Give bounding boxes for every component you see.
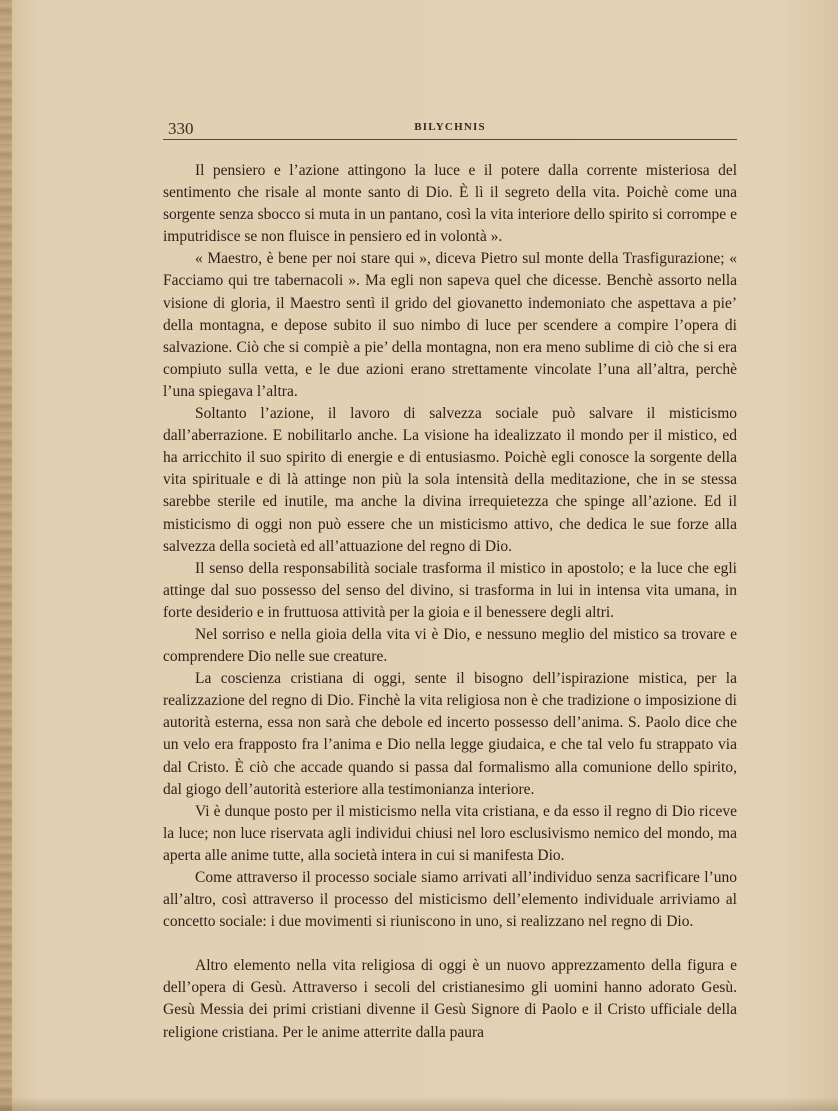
paragraph: Il pensiero e l’azione attingono la luce e il potere dalla corrente misteriosa del sentimento che risale al monte santo di Dio. È lì il segreto della vita. Poichè come una sorgente senza sbocco si muta in un pantano, così la vita interiore dello spirito si corrompe e imputridisce se non fluisce in pensiero ed in volontà ». <box>163 162 737 246</box>
paragraph: La coscienza cristiana di oggi, sente il bisogno dell’ispirazione mistica, per la realizzazione del regno di Dio. Finchè la vita religiosa non è che tradizione o imposizione di autorità esterna, essa non sarà che debole ed incerto possesso dell’anima. S. Paolo dice che un velo era frapposto fra l’anima e Dio nella legge giudaica, e che tal velo fu strappato via dal Cristo. È ciò che accade quando si passa dal formalismo alla comunione dello spirito, dal giogo dell’autorità esteriore alla testimonianza interiore. <box>163 670 737 798</box>
paragraph: Il senso della responsabilità sociale trasforma il mistico in apostolo; e la luce che egli attinge dal suo possesso del senso del divino, si trasforma in lui in intensa vita umana, in forte desiderio e in fruttuosa attività per la gioia e il benessere degli altri. <box>163 559 737 621</box>
body-text <box>163 160 737 1044</box>
paragraph: Soltanto l’azione, il lavoro di salvezza sociale può salvare il misticismo dall’aberrazione. E nobilitarlo anche. La visione ha idealizzato il mondo per il mistico, ed ha arricchito il suo spirito di energie e di entusiasmo. Poichè egli conosce la sorgente della vita spirituale e di là attinge non più la sola intensità della meditazione, che in se stessa sarebbe sterile ed inutile, ma anche la divina irrequietezza che spinge all’azione. Ed il misticismo di oggi non può essere che un misticismo attivo, che dedica le sue forze alla salvezza della società ed all’attuazione del regno di Dio. <box>163 405 737 555</box>
paragraph: Nel sorriso e nella gioia della vita vi è Dio, e nessuno meglio del mistico sa trovare e comprendere Dio nelle sue creature. <box>163 625 737 666</box>
page-bottom-edge <box>0 1097 838 1111</box>
paragraph: Altro elemento nella vita religiosa di oggi è un nuovo apprezzamento della figura e dell’opera di Gesù. Attraverso i secoli del cristianesimo gli uomini hanno adorato Gesù. Gesù Messia dei primi cristiani divenne il Gesù Signore di Paolo e il Cristo ufficiale della religione cristiana. Per le anime atterrite dalla paura <box>163 957 737 1041</box>
paragraph: Come attraverso il processo sociale siamo arrivati all’individuo senza sacrificare l’uno all’altro, così attraverso il processo del misticismo dell’elemento individuale arriviamo al concetto sociale: i due movimenti si riuniscono in uno, si realizzano nel regno di Dio. <box>163 869 737 931</box>
paragraph: « Maestro, è bene per noi stare qui », diceva Pietro sul monte della Trasfigurazione; « Facciamo qui tre tabernacoli ». Ma egli non sapeva quel che dicesse. Benchè assorto nella visione di gloria, il Maestro sentì il grido del giovanetto indemoniato che aspettava a pie’ della montagna, e depose subito il suo nimbo di luce per scendere a compire l’opera di salvazione. Ciò che si compiè a pie’ della montagna, non era meno sublime di ciò che si era compiuto sulla vetta, e le due azioni erano strettamente vincolate l’una all’altra, perchè l’una spiegava l’altra. <box>163 250 737 400</box>
paragraph: Vi è dunque posto per il misticismo nella vita cristiana, e da esso il regno di Dio riceve la luce; non luce riservata agli individui chiusi nel loro esclusivismo nemico del mondo, ma aperta alle anime tutte, alla società intera in cui si manifesta Dio. <box>163 802 737 864</box>
page-binding-edge <box>0 0 12 1111</box>
header-rule <box>163 139 737 140</box>
page-number: 330 <box>168 119 194 138</box>
running-title: BILYCHNIS <box>414 121 486 133</box>
